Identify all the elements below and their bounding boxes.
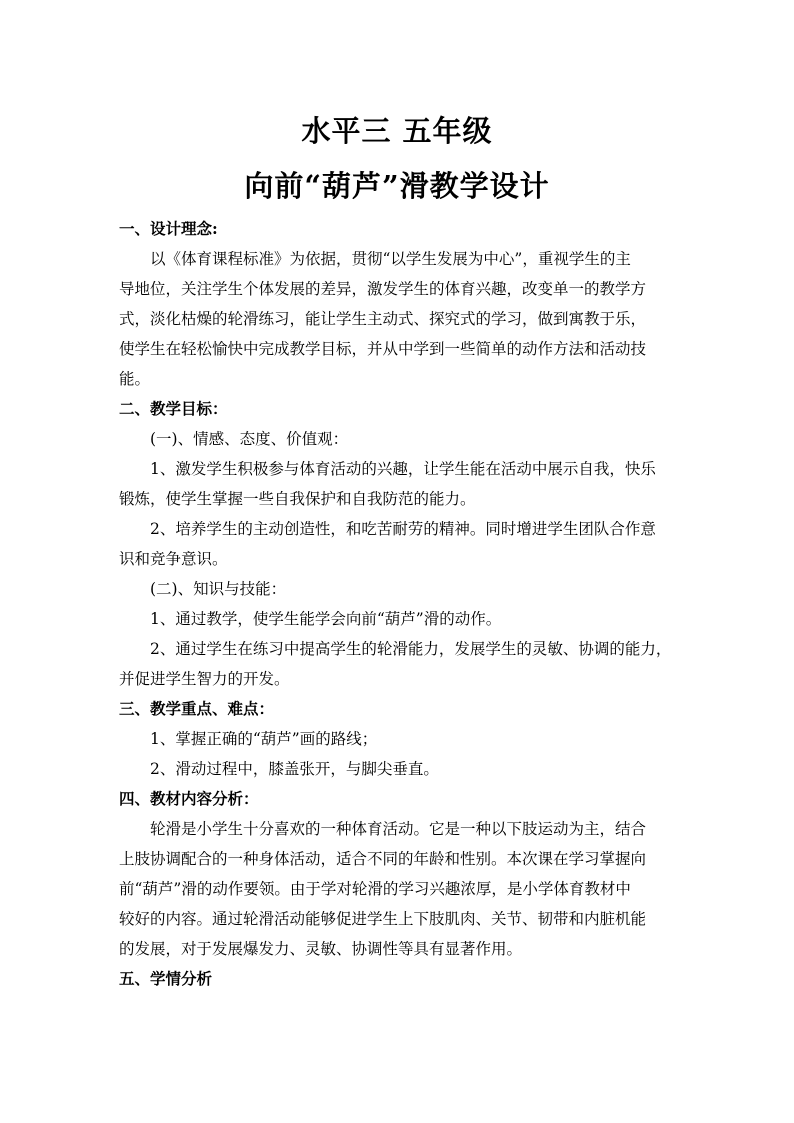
- paragraph-line: 导地位，关注学生个体发展的差异，激发学生的体育兴趣，改变单一的教学方: [119, 280, 647, 298]
- paragraph-line: 以《体育课程标准》为依据，贯彻“以学生发展为中心”，重视学生的主: [150, 250, 631, 268]
- title-lesson: 向前“葫芦”滑教学设计: [244, 169, 550, 203]
- goal-item: 1、激发学生积极参与体育活动的兴趣，让学生能在活动中展示自我，快乐: [150, 460, 656, 478]
- paragraph-line: 式，淡化枯燥的轮滑练习，能让学生主动式、探究式的学习，做到寓教于乐，: [119, 310, 647, 328]
- heading-design-concept: 一、设计理念:: [119, 219, 218, 238]
- heading-teaching-goals: 二、教学目标：: [119, 399, 228, 418]
- paragraph-line: 使学生在轻松愉快中完成教学目标，并从中学到一些简单的动作方法和活动技: [119, 340, 647, 358]
- heading-material-analysis: 四、教材内容分析：: [119, 789, 259, 808]
- goal-item: 1、通过教学，使学生能学会向前“葫芦”滑的动作。: [150, 610, 502, 628]
- goal-item-cont: 并促进学生智力的开发。: [119, 670, 290, 688]
- subheading-emotion: (一)、情感、态度、价值观：: [150, 430, 349, 448]
- goal-item: 2、培养学生的主动创造性，和吃苦耐劳的精神。同时增进学生团队合作意: [150, 520, 656, 538]
- paragraph-line: 较好的内容。通过轮滑活动能够促进学生上下肢肌肉、关节、韧带和内脏机能: [119, 910, 647, 928]
- paragraph-line: 能。: [119, 370, 151, 388]
- subheading-knowledge: (二)、知识与技能：: [150, 580, 287, 598]
- goal-item-cont: 锻炼，使学生掌握一些自我保护和自我防范的能力。: [119, 490, 476, 508]
- heading-key-points: 三、教学重点、难点：: [119, 699, 275, 718]
- paragraph-line: 轮滑是小学生十分喜欢的一种体育活动。它是一种以下肢运动为主，结合: [150, 820, 647, 838]
- goal-item: 2、通过学生在练习中提高学生的轮滑能力，发展学生的灵敏、协调的能力，: [150, 640, 672, 658]
- key-point-item: 2、滑动过程中，膝盖张开，与脚尖垂直。: [150, 760, 439, 778]
- paragraph-line: 前“葫芦”滑的动作要领。由于学对轮滑的学习兴趣浓厚，是小学体育教材中: [119, 880, 631, 898]
- paragraph-line: 的发展，对于发展爆发力、灵敏、协调性等具有显著作用。: [119, 940, 523, 958]
- heading-student-analysis: 五、学情分析: [119, 969, 213, 988]
- paragraph-line: 上肢协调配合的一种身体活动，适合不同的年龄和性别。本次课在学习掌握向: [119, 850, 647, 868]
- key-point-item: 1、掌握正确的“葫芦”画的路线；: [150, 730, 378, 748]
- title-grade: 水平三 五年级: [301, 114, 493, 148]
- goal-item-cont: 识和竞争意识。: [119, 550, 228, 568]
